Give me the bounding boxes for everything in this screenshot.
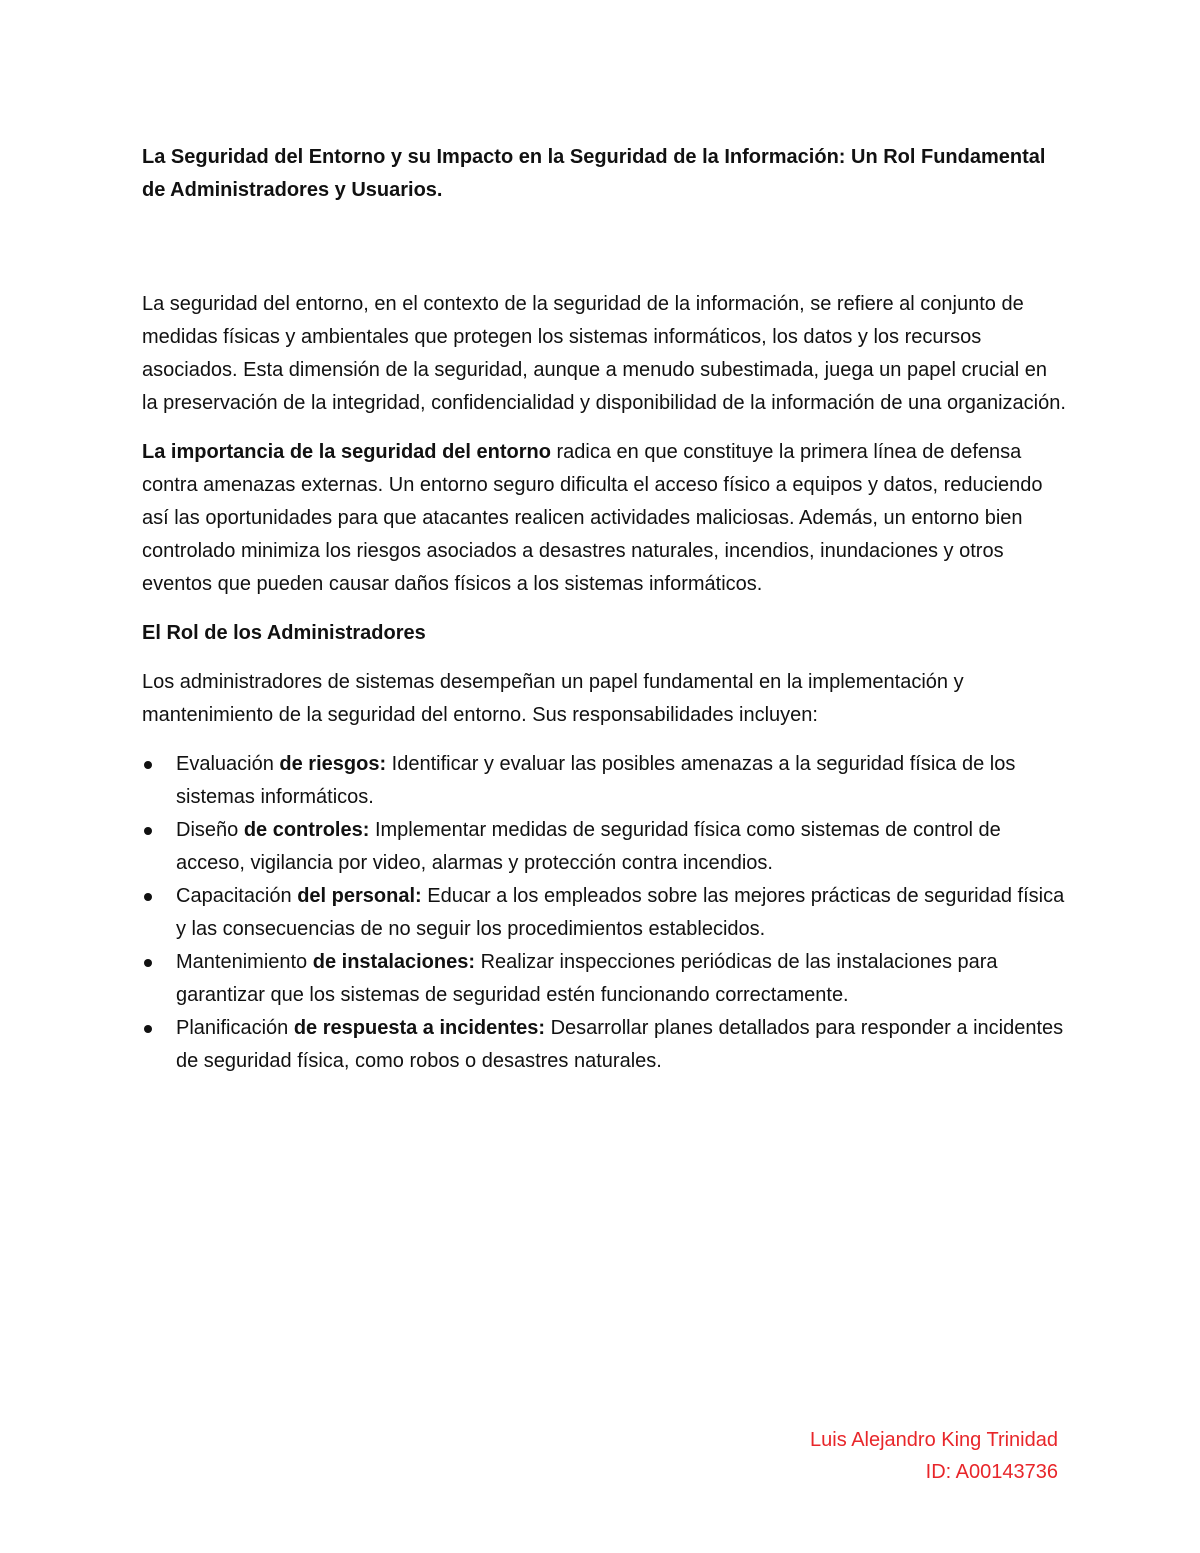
bullet-icon (144, 893, 152, 901)
list-item-text: Educar a los empleados sobre las mejores prácticas de seguridad física y las consecuencias de no seguir los procedimientos establecidos. (176, 885, 1065, 940)
list-item (142, 814, 1067, 880)
list-item-lead: Evaluación (176, 753, 280, 775)
list-item (142, 1012, 1067, 1078)
list-item-text: Implementar medidas de seguridad física como sistemas de control de acceso, vigilancia por video, alarmas y protección contra incendios. (176, 819, 1001, 874)
list-item (142, 946, 1067, 1012)
list-item-lead: Mantenimiento (176, 951, 313, 973)
importance-paragraph (142, 436, 1067, 601)
admin-paragraph: Los administradores de sistemas desempeñan un papel fundamental en la implementación y mantenimiento de la seguridad del entorno. Sus responsabilidades incluyen: (142, 671, 964, 726)
list-item-bold: de riesgos: (279, 753, 387, 775)
intro-paragraph: La seguridad del entorno, en el contexto de la seguridad de la información, se refiere al conjunto de medidas físicas y ambientales que protegen los sistemas informáticos, los datos y los recursos asociados. Esta dimensión de la seguridad, aunque a menudo subestimada, juega un papel crucial en la preservación de la integridad, confidencialidad y disponibilidad de la información de una organización. (142, 293, 1066, 414)
admin-section-heading: El Rol de los Administradores (142, 622, 426, 644)
list-item-text: Desarrollar planes detallados para responder a incidentes de seguridad física, como robos o desastres naturales. (176, 1017, 1064, 1072)
list-item-lead: Diseño (176, 819, 244, 841)
list-item (142, 748, 1067, 814)
list-item-text: Identificar y evaluar las posibles amenazas a la seguridad física de los sistemas informáticos. (176, 753, 1016, 808)
bullet-icon (144, 959, 152, 967)
author-id: ID: A00143736 (925, 1461, 1058, 1483)
author-signature (810, 1424, 1058, 1488)
document-title: La Seguridad del Entorno y su Impacto en la Seguridad de la Información: Un Rol Fundamental de Administradores y Usuarios. (142, 146, 1046, 201)
list-item-text: Realizar inspecciones periódicas de las instalaciones para garantizar que los sistemas de seguridad estén funcionando correctamente. (176, 951, 998, 1006)
list-item-lead: Planificación (176, 1017, 294, 1039)
document-body (142, 141, 1067, 1078)
list-item-bold: de respuesta a incidentes: (293, 1017, 546, 1039)
list-item-bold: de controles: (243, 819, 370, 841)
bullet-icon (144, 827, 152, 835)
list-item (142, 880, 1067, 946)
list-item-bold: de instalaciones: (312, 951, 476, 973)
importance-text: radica en que constituye la primera línea de defensa contra amenazas externas. Un entorno seguro dificulta el acceso físico a equipos y datos, reduciendo así las oportunidades para que atacantes realicen actividades maliciosas. Además, un entorno bien controlado minimiza los riesgos asociados a desastres naturales, incendios, inundaciones y otros eventos que pueden causar daños físicos a los sistemas informáticos. (142, 441, 1043, 595)
author-name: Luis Alejandro King Trinidad (810, 1429, 1058, 1451)
list-item-bold: del personal: (297, 885, 422, 907)
bullet-icon (144, 761, 152, 769)
bullet-icon (144, 1025, 152, 1033)
list-item-lead: Capacitación (176, 885, 298, 907)
responsibilities-list (142, 748, 1067, 1078)
importance-bold-lead: La importancia de la seguridad del entorno (142, 441, 551, 463)
